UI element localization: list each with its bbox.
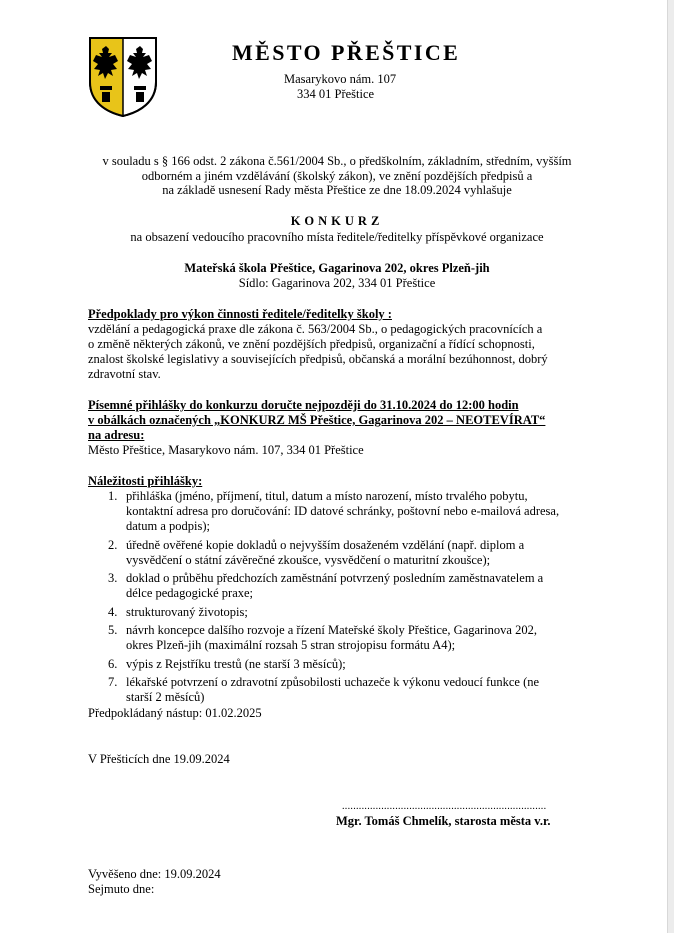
intro-line-3: na základě usnesení Rady města Přeštice ze dne 18.09.2024 vyhlašuje	[162, 183, 512, 197]
konkurz-subtitle: na obsazení vedoucího pracovního místa ředitele/ředitelky příspěvkové organizace	[130, 230, 544, 244]
list-item: 4. strukturovaný životopis;	[108, 604, 248, 619]
intro-line-1: v souladu s § 166 odst. 2 zákona č.561/2004 Sb., o předškolním, základním, středním, vyšším	[102, 154, 572, 168]
predpoklady-line: znalost školské legislativy a souvisejících předpisů, občanská a morální bezúhonnost, dobrý	[88, 352, 548, 366]
signature-line: .........................................................................	[342, 801, 547, 812]
requirements-list	[88, 489, 588, 709]
konkurz-title: KONKURZ	[290, 214, 384, 228]
list-item: 5. návrh koncepce dalšího rozvoje a řízení Mateřské školy Přeštice, Gagarinova 202, okres Plzeň-jih (maximální rozsah 5 stran strojopisu formátu A4);	[108, 623, 537, 652]
list-item: 6. výpis z Rejstříku trestů (ne starší 3 měsíců);	[108, 656, 346, 671]
removed-date: Sejmuto dne:	[88, 882, 155, 896]
place-date: V Přešticích dne 19.09.2024	[88, 752, 230, 766]
intro-line-2: odborném a jiném vzdělávání (školský zákon), ve znění pozdějších předpisů a	[141, 169, 533, 183]
school-seat: Sídlo: Gagarinova 202, 334 01 Přeštice	[238, 276, 436, 290]
prihlasky-address-label: na adresu:	[88, 428, 145, 442]
list-item: 3. doklad o průběhu předchozích zaměstnání potvrzený posledním zaměstnavatelem a délce pedagogické praxe;	[108, 571, 544, 600]
predpoklady-line: o změně některých zákonů, ve znění pozdějších předpisů, organizační a řídící schopnosti,	[88, 337, 535, 351]
list-item: 1. přihláška (jméno, příjmení, titul, datum a místo narození, místo trvalého pobytu, kontaktní adresa pro doručování: ID datové schránky, poštovní nebo e-mailová adresa, datum a podpis);	[108, 489, 560, 533]
posted-date: Vyvěšeno dne: 19.09.2024	[88, 867, 221, 881]
prihlasky-address: Město Přeštice, Masarykovo nám. 107, 334 01 Přeštice	[88, 443, 364, 457]
predpoklady-heading: Předpoklady pro výkon činnosti ředitele/ředitelky školy :	[88, 307, 392, 321]
predpoklady-line: vzdělání a pedagogická praxe dle zákona č. 563/2004 Sb., o pedagogických pracovnících a	[88, 322, 543, 336]
list-item: 2. úředně ověřené kopie dokladů o nejvyšším dosaženém vzdělání (např. diplom a vysvědčení o státní závěrečné zkoušce, vysvědčení o maturitní zkoušce);	[108, 537, 525, 567]
predpoklady-line: zdravotní stav.	[88, 367, 161, 381]
address-line-2: 334 01 Přeštice	[297, 87, 375, 101]
nalezitosti-heading: Náležitosti přihlášky:	[88, 474, 203, 488]
school-name: Mateřská škola Přeštice, Gagarinova 202, okres Plzeň-jih	[184, 261, 490, 275]
prihlasky-envelope: v obálkách označených „KONKURZ MŠ Přeštice, Gagarinova 202 – NEOTEVÍRAT“	[88, 413, 546, 427]
coat-of-arms-icon	[88, 36, 158, 118]
page-edge	[667, 0, 674, 933]
signatory-name: Mgr. Tomáš Chmelík, starosta města v.r.	[336, 814, 551, 828]
list-item: 7. lékařské potvrzení o zdravotní způsobilosti uchazeče k výkonu vedoucí funkce (ne starší 2 měsíců)	[108, 675, 540, 704]
address-line-1: Masarykovo nám. 107	[284, 72, 397, 86]
town-title: MĚSTO PŘEŠTICE	[232, 40, 461, 65]
prihlasky-deadline: Písemné přihlášky do konkurzu doručte nejpozději do 31.10.2024 do 12:00 hodin	[88, 398, 519, 412]
start-date: Předpokládaný nástup: 01.02.2025	[88, 706, 262, 720]
